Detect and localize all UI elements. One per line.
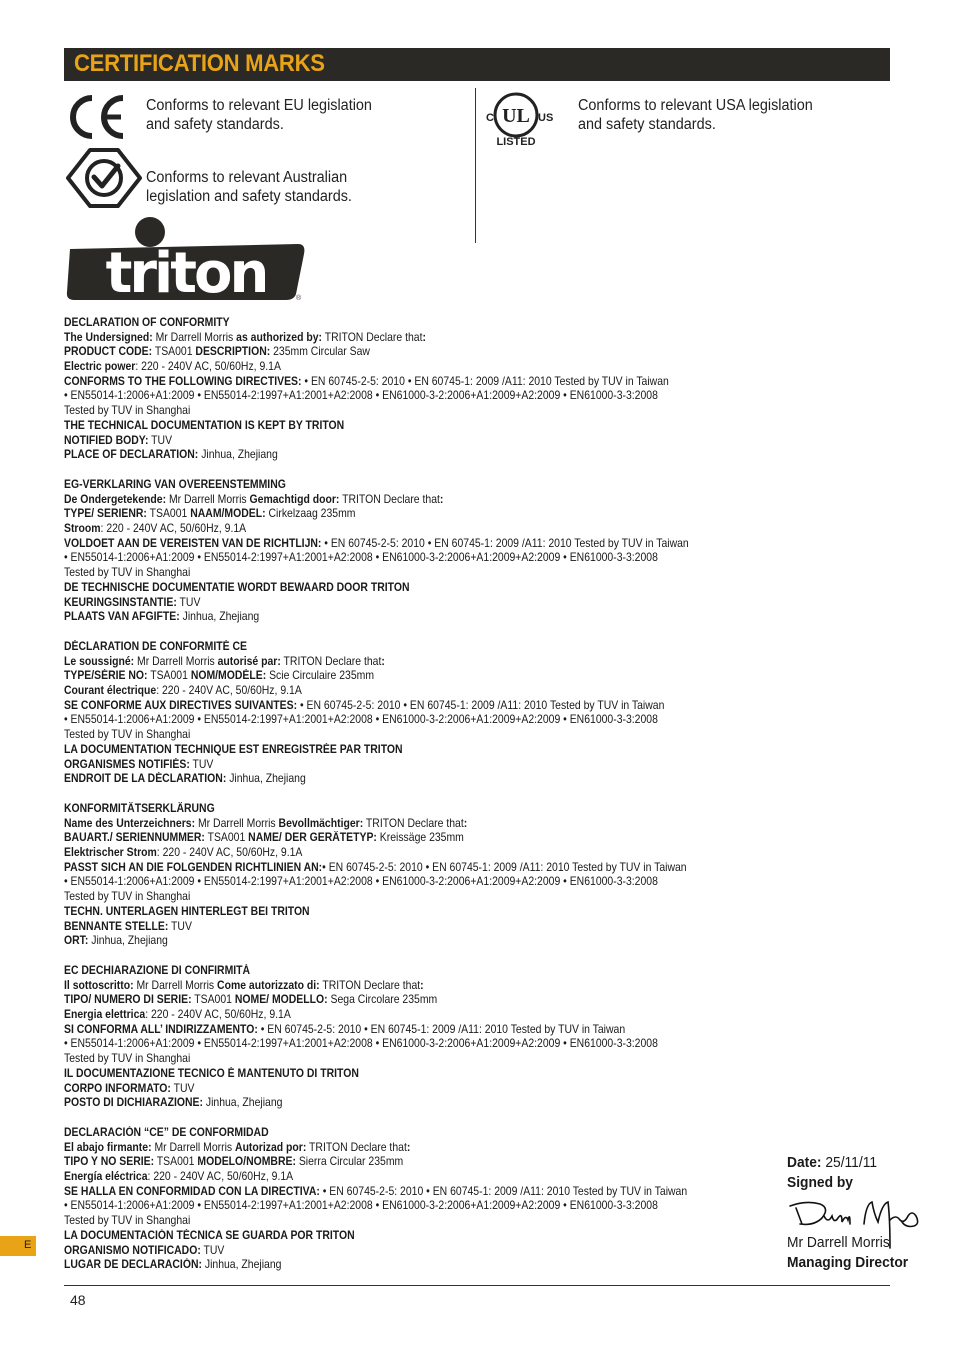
value: Mr Darrell Morris [152,330,237,344]
value: Tested by TUV in Shanghai [64,728,191,742]
label: TIPO/ NUMERO DI SERIE: [64,993,192,1007]
label: POSTO DI DICHIARAZIONE: [64,1096,203,1110]
value: • EN 60745-2-5: 2010 • EN 60745-1: 2009 /A11: 2010 Tested by TUV in Taiwan [297,698,665,712]
value: TUV [189,757,214,771]
value: : 220 - 240V AC, 50/60Hz, 9.1A [135,360,281,374]
value: Jinhua, Zhejiang [202,1096,283,1110]
label: Le soussigné: [64,654,135,668]
label: LA DOCUMENTATION TECHNIQUE EST ENREGISTRÉE PAR TRITON [64,742,403,756]
triton-logo [64,214,308,304]
label: TIPO Y NO SERIE: [64,1155,155,1169]
label: The Undersigned: [64,330,153,344]
value: TRITON Declare that [306,1140,407,1154]
label: ORGANISMO NOTIFICADO: [64,1243,201,1257]
label: Elektrischer Strom [64,846,157,860]
declaration-block [64,964,784,1111]
value: • EN 60745-2-5: 2010 • EN 60745-1: 2009 /A11: 2010 Tested by TUV in Taiwan [322,860,687,874]
label: NOME/ MODELLO: [234,993,328,1007]
label: PASST SICH AN DIE FOLGENDEN RICHTLINIEN AN: [64,860,323,874]
value: • EN55014-1:2006+A1:2009 • EN55014-2:1997+A1:2001+A2:2008 • EN61000-3-2:2006+A1:2009+A2:2009 • EN61000-3-3:2008 [64,875,658,889]
title-bar [64,48,890,81]
label: Energía eléctrica [64,1170,148,1184]
label: Come autorizzato di: [217,978,320,992]
label: as authorized by: [236,330,322,344]
label: SI CONFORMA ALL’ INDIRIZZAMENTO: [64,1022,258,1036]
page-number: 48 [70,1292,86,1308]
value: TSA001 [204,831,249,845]
value: Mr Darrell Morris [151,1140,236,1154]
ul-listed-text: LISTED [496,136,536,148]
value: • EN55014-1:2006+A1:2009 • EN55014-2:1997+A1:2001+A2:2008 • EN61000-3-2:2006+A1:2009+A2:2009 • EN61000-3-3:2008 [64,713,658,727]
value: Tested by TUV in Shanghai [64,890,191,904]
label: NOM/MODÈLE: [190,669,267,683]
colon: : [420,978,424,992]
label: PLAATS VAN AFGIFTE: [64,610,180,624]
colon: : [422,330,426,344]
date-label: Date: [787,1154,822,1171]
value: • EN 60745-2-5: 2010 • EN 60745-1: 2009 /A11: 2010 Tested by TUV in Taiwan [301,374,669,388]
value: Mr Darrell Morris [134,654,218,668]
value: : 220 - 240V AC, 50/60Hz, 9.1A [100,522,247,536]
value: Tested by TUV in Shanghai [64,1214,191,1228]
value: Jinhua, Zhejiang [198,448,278,462]
au-text-line: legislation and safety standards. [146,188,352,205]
au-text-line: Conforms to relevant Australian [146,169,348,186]
value: Mr Darrell Morris [133,978,218,992]
value: TRITON Declare that [319,978,421,992]
value: : 220 - 240V AC, 50/60Hz, 9.1A [145,1008,291,1022]
label: LUGAR DE DECLARACIÓN: [64,1258,202,1272]
date-value: 25/11/11 [821,1154,878,1171]
value: TUV [170,1081,195,1095]
language-tab [0,1236,36,1256]
ul-us-text: US [538,112,554,124]
label: NOTIFIED BODY: [64,433,149,447]
label: IL DOCUMENTAZIONE TECNICO É MANTENUTO DI TRITON [64,1066,359,1080]
declaration-heading: EC DECHIARAZIONE DI CONFIRMITÁ [64,964,251,977]
logo-wordmark: triton [105,241,267,304]
us-text-line: and safety standards. [578,116,716,133]
declaration-heading: KONFORMITÄTSERKLÄRUNG [64,802,215,815]
value: Tested by TUV in Shanghai [64,1052,191,1066]
declaration-block [64,478,784,625]
label: LA DOCUMENTACIÓN TÉCNICA SE GUARDA POR TRITON [64,1228,355,1242]
value: TSA001 [146,507,191,521]
value: : 220 - 240V AC, 50/60Hz, 9.1A [156,846,303,860]
value: TUV [200,1243,225,1257]
au-text [146,168,352,206]
label: ENDROIT DE LA DÉCLARATION: [64,772,227,786]
value: Jinhua, Zhejiang [201,1258,282,1272]
value: Tested by TUV in Shanghai [64,566,191,580]
value: TRITON Declare that [280,654,382,668]
value: : 220 - 240V AC, 50/60Hz, 9.1A [147,1170,294,1184]
label: Bevollmächtiger: [278,816,364,830]
eu-text-line: Conforms to relevant EU legislation [146,97,372,114]
label: autorisé par: [217,654,281,668]
declaration-heading: DECLARATION OF CONFORMITY [64,316,230,329]
value: TRITON Declare that [339,492,440,506]
logo-reg-mark: ® [296,295,302,302]
value: • EN 60745-2-5: 2010 • EN 60745-1: 2009 /A11: 2010 Tested by TUV in Taiwan [321,536,689,550]
page-title: CERTIFICATION MARKS [74,50,325,77]
value: Tested by TUV in Shanghai [64,404,191,418]
value: 235mm Circular Saw [270,345,370,359]
value: Mr Darrell Morris [166,492,250,506]
footer-rule [64,1285,890,1286]
column-divider [475,88,476,243]
declaration-block [64,1126,784,1273]
value: Mr Darrell Morris [195,816,279,830]
label: KEURINGSINSTANTIE: [64,595,177,609]
handwritten-signature [786,1194,926,1250]
value: : 220 - 240V AC, 50/60Hz, 9.1A [156,684,302,698]
value: • EN55014-1:2006+A1:2009 • EN55014-2:1997+A1:2001+A2:2008 • EN61000-3-2:2006+A1:2009+A2:2009 • EN61000-3-3:2008 [64,551,658,565]
value: TSA001 [154,1155,198,1169]
declaration-heading: DÉCLARATION DE CONFORMITÉ CE [64,640,247,653]
us-text [578,96,813,134]
label: PLACE OF DECLARATION: [64,448,199,462]
label: Name des Unterzeichners: [64,816,196,830]
eu-text-line: and safety standards. [146,116,284,133]
label: THE TECHNICAL DOCUMENTATION IS KEPT BY TRITON [64,418,345,432]
declaration-heading: EG-VERKLARING VAN OVEREENSTEMMING [64,478,286,491]
value: Cirkelzaag 235mm [265,507,356,521]
language-tab-label: E [24,1239,32,1251]
label: ORGANISMES NOTIFIÉS: [64,757,190,771]
ul-core-text: UL [502,105,530,127]
label: CORPO INFORMATO: [64,1081,171,1095]
label: BENNANTE STELLE: [64,919,169,933]
value: TSA001 [152,345,196,359]
label: El abajo firmante: [64,1140,152,1154]
label: SE CONFORME AUX DIRECTIVES SUIVANTES: [64,698,298,712]
label: Stroom [64,522,101,536]
label: ORT: [64,934,89,948]
label: SE HALLA EN CONFORMIDAD CON LA DIRECTIVA: [64,1184,320,1198]
label: TYPE/SÉRIE NO: [64,669,148,683]
value: Scie Circulaire 235mm [266,669,375,683]
declaration-heading: DECLARACIÓN “CE” DE CONFORMIDAD [64,1126,269,1139]
value: Sega Circolare 235mm [327,993,438,1007]
label: TECHN. UNTERLAGEN HINTERLEGT BEI TRITON [64,904,310,918]
value: • EN55014-1:2006+A1:2009 • EN55014-2:1997+A1:2001+A2:2008 • EN61000-3-2:2006+A1:2009+A2:2009 • EN61000-3-3:2008 [64,1037,658,1051]
value: • EN55014-1:2006+A1:2009 • EN55014-2:1997+A1:2001+A2:2008 • EN61000-3-2:2006+A1:2009+A2:2009 • EN61000-3-3:2008 [64,1199,658,1213]
value: TRITON Declare that [363,816,464,830]
ul-listed-mark-icon [484,88,558,148]
label: De Ondergetekende: [64,492,167,506]
label: TYPE/ SERIENR: [64,507,147,521]
value: • EN55014-1:2006+A1:2009 • EN55014-2:1997+A1:2001+A2:2008 • EN61000-3-2:2006+A1:2009+A2:2009 • EN61000-3-3:2008 [64,389,658,403]
value: Kreissäge 235mm [376,831,464,845]
value: TSA001 [147,669,191,683]
signed-by-label: Signed by [787,1174,853,1191]
value: TRITON Declare that [321,330,423,344]
declaration-block [64,640,784,787]
signer-name: Mr Darrell Morris [787,1234,890,1251]
label: VOLDOET AAN DE VEREISTEN VAN DE RICHTLIJN: [64,536,322,550]
label: Courant électrique [64,684,157,698]
value: TUV [176,595,201,609]
value: TUV [148,433,173,447]
value: Jinhua, Zhejiang [88,934,168,948]
label: Energia elettrica [64,1008,146,1022]
us-text-line: Conforms to relevant USA legislation [578,97,813,114]
eu-text [146,96,372,134]
ul-c-text: C [486,112,494,124]
declaration-block [64,802,784,949]
label: DESCRIPTION: [195,345,271,359]
label: Il sottoscritto: [64,978,134,992]
signer-role: Managing Director [787,1254,909,1271]
value: Sierra Circular 235mm [295,1155,404,1169]
label: Gemachtigd door: [249,492,340,506]
label: CONFORMS TO THE FOLLOWING DIRECTIVES: [64,374,302,388]
value: Jinhua, Zhejiang [226,772,306,786]
colon: : [463,816,468,830]
value: TUV [168,919,192,933]
colon: : [439,492,444,506]
colon: : [406,1140,411,1154]
value: TSA001 [191,993,235,1007]
rcm-mark-icon [64,146,144,210]
value: • EN 60745-2-5: 2010 • EN 60745-1: 2009 /A11: 2010 Tested by TUV in Taiwan [257,1022,626,1036]
value: • EN 60745-2-5: 2010 • EN 60745-1: 2009 /A11: 2010 Tested by TUV in Taiwan [319,1184,688,1198]
value: Jinhua, Zhejiang [179,610,260,624]
label: PRODUCT CODE: [64,345,153,359]
colon: : [381,654,385,668]
label: Autorizad por: [235,1140,307,1154]
label: BAUART./ SERIENNUMMER: [64,831,205,845]
label: NAAM/MODEL: [190,507,266,521]
ce-mark-icon [66,94,126,140]
label: Electric power [64,360,136,374]
label: MODELO/NOMBRE: [197,1155,296,1169]
declaration-block [64,316,784,463]
label: DE TECHNISCHE DOCUMENTATIE WORDT BEWAARD DOOR TRITON [64,580,410,594]
label: NAME/ DER GERÄTETYP: [248,831,377,845]
